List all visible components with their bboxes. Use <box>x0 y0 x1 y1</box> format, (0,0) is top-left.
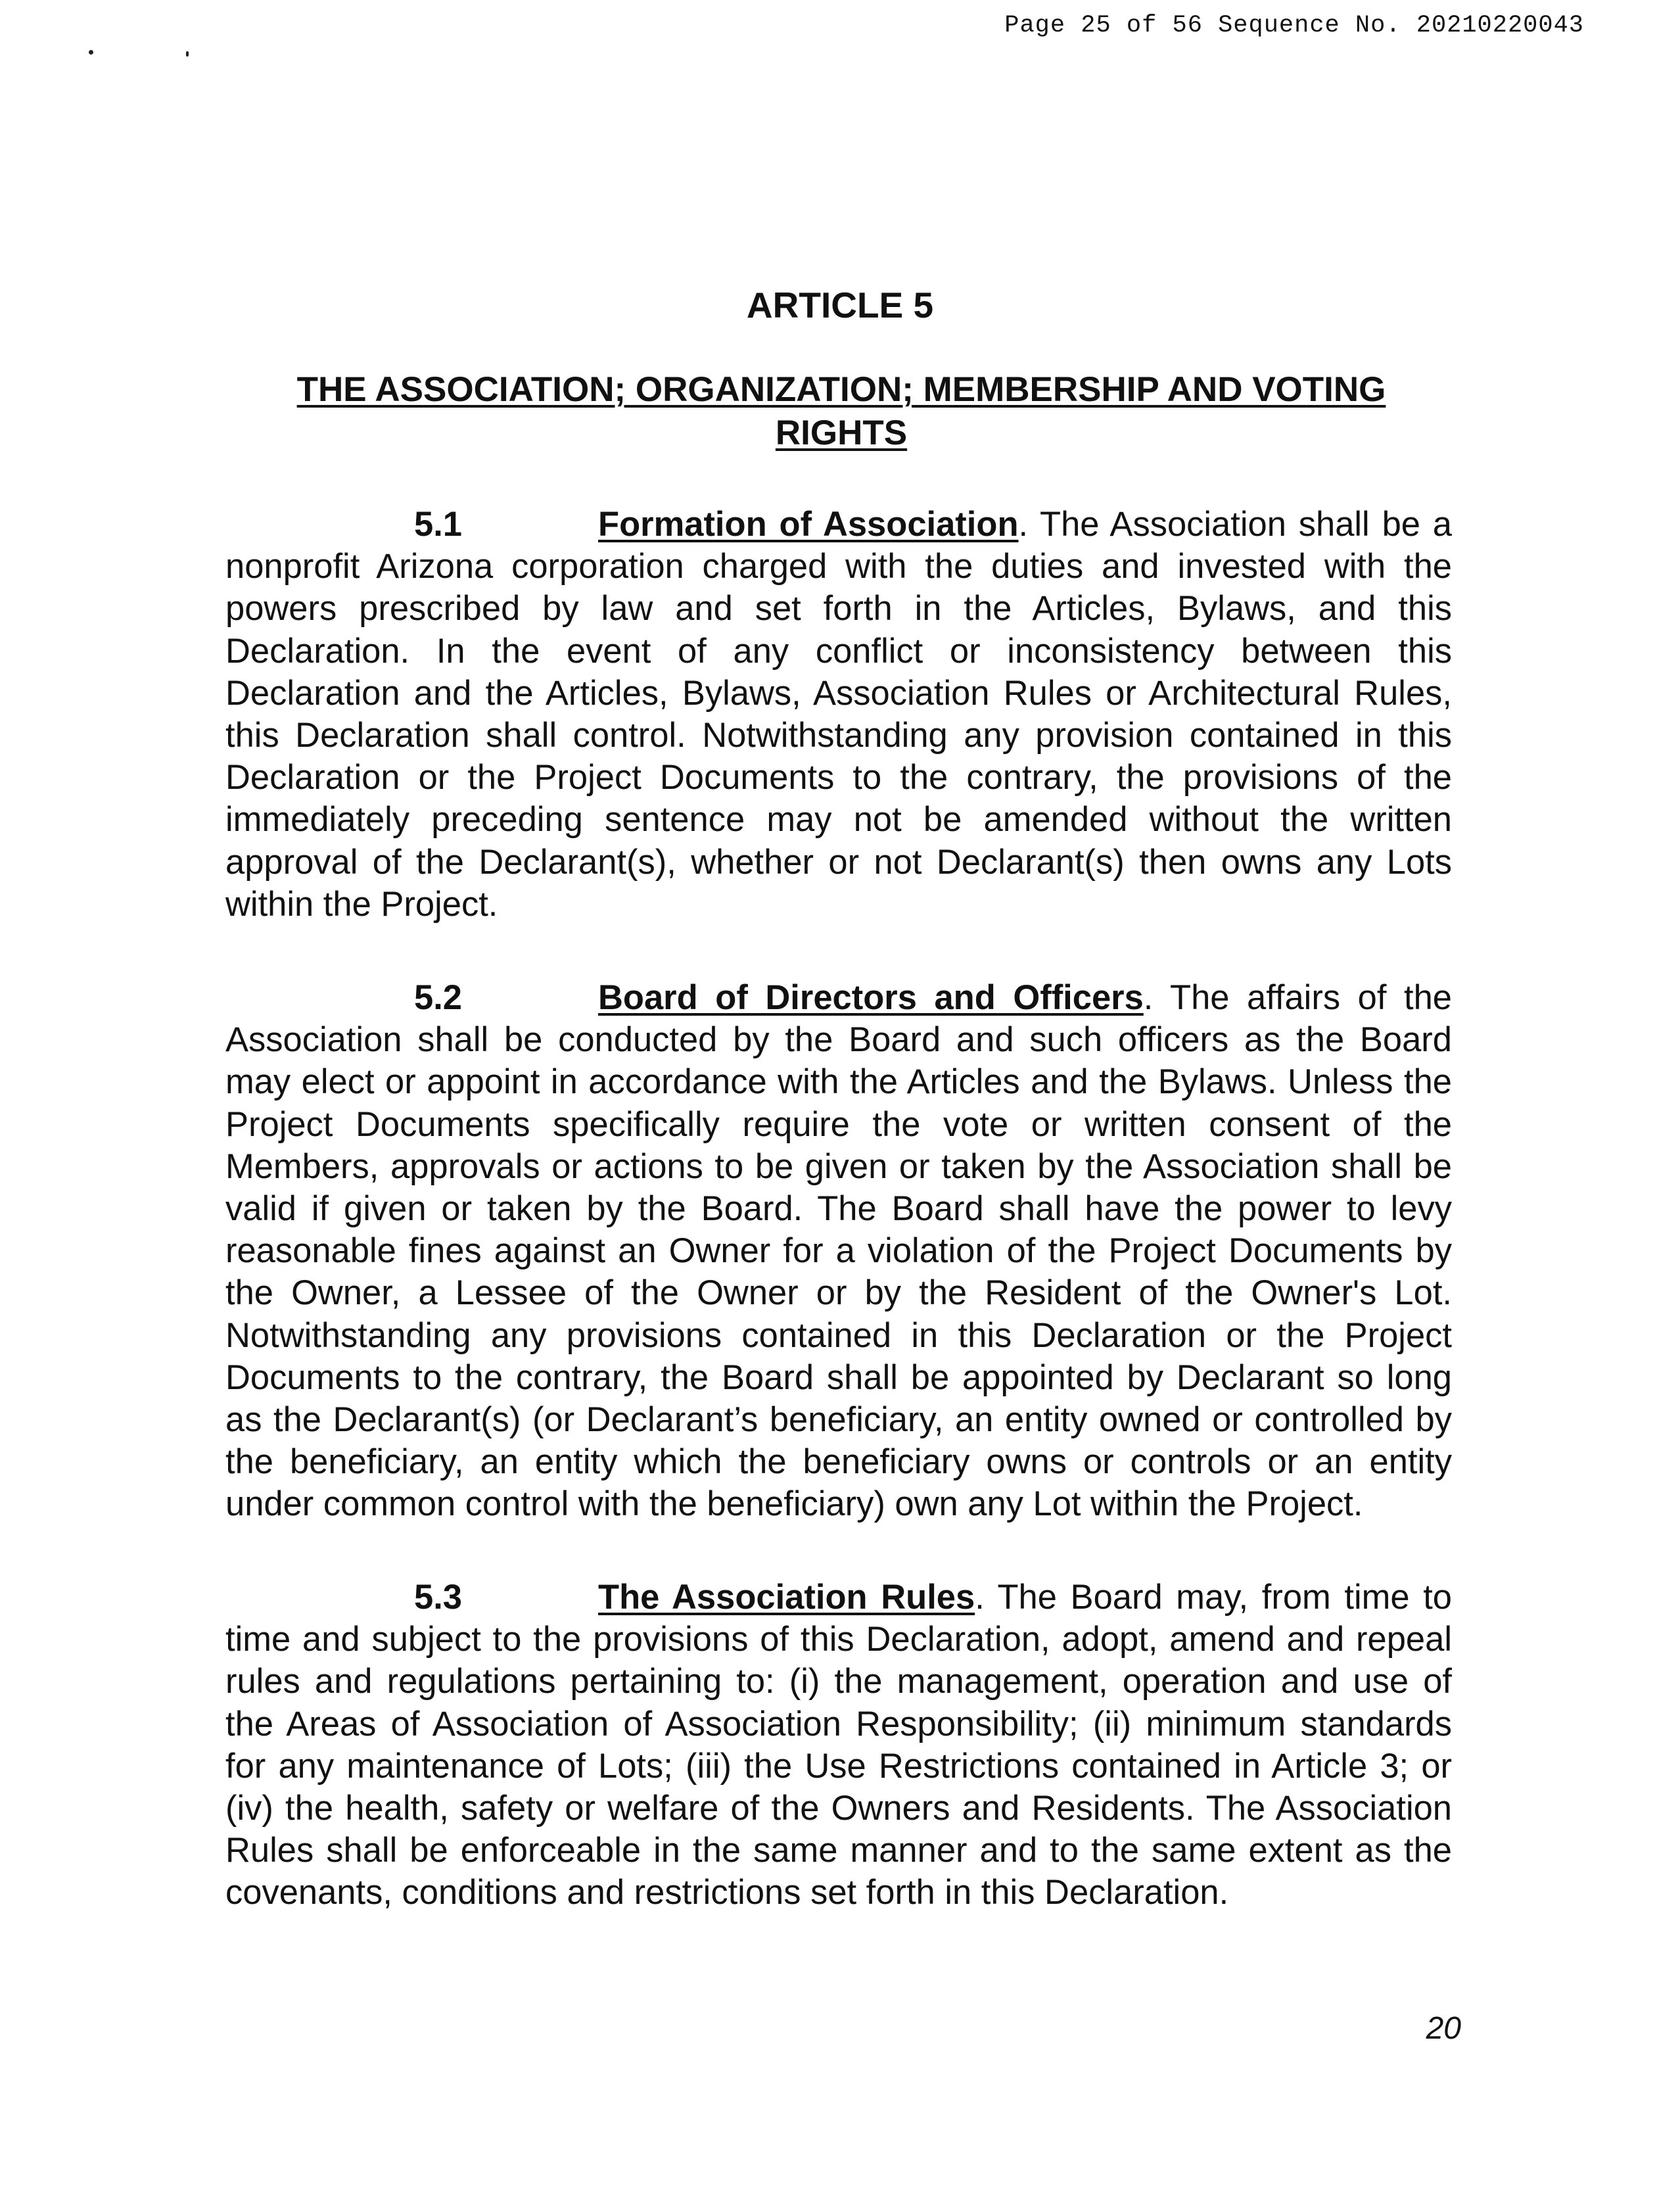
article-title: THE ASSOCIATION; ORGANIZATION; MEMBERSHIP AND VOTING RIGHTS <box>296 370 1386 452</box>
section-heading: Formation of Association <box>598 505 1019 544</box>
scan-artifact-dot <box>186 51 189 57</box>
section-body: . The Association shall be a nonprofit Arizona corporation charged with the duties and invested with the powers prescribed by law and set forth in the Articles, Bylaws, and this Declaration. In the event of any conflict or inconsistency between this Declaration and the Articles, Bylaws, Association Rules or Architectural Rules, this Declaration shall control. Notwithstanding any provision contained in this Declaration or the Project Documents to the contrary, the provisions of the immediately preceding sentence may not be amended without the written approval of the Declarant(s), whether or not Declarant(s) then owns any Lots within the Project. <box>225 505 1453 924</box>
section-body: . The Board may, from time to time and subject to the provisions of this Declaration, adopt, amend and repeal rules and regulations pertaining to: (i) the management, operation and use of the Areas of Association of Association Responsibility; (ii) minimum standards for any maintenance of Lots; (iii) the Use Restrictions contained in Article 3; or (iv) the health, safety or welfare of the Owners and Residents. The Association Rules shall be enforceable in the same manner and to the same extent as the covenants, conditions and restrictions set forth in this Declaration. <box>225 1578 1452 1912</box>
section-number: 5.2 <box>414 978 462 1017</box>
section-number: 5.3 <box>414 1578 462 1617</box>
section-5-2 <box>225 977 1452 1526</box>
scan-artifact-dot <box>89 50 93 55</box>
section-heading: The Association Rules <box>598 1578 975 1617</box>
section-number: 5.1 <box>414 505 462 544</box>
article-heading: ARTICLE 5 <box>746 285 934 325</box>
section-heading: Board of Directors and Officers <box>598 978 1144 1017</box>
page-number: 20 <box>1426 2011 1461 2046</box>
section-body: . The affairs of the Association shall be conducted by the Board and such officers as the Board may elect or appoint in accordance with the Articles and the Bylaws. Unless the Project Documents specifically require the vote or written consent of the Members, approvals or actions to be given or taken by the Association shall be valid if given or taken by the Board. The Board shall have the power to levy reasonable fines against an Owner for a violation of the Project Documents by the Owner, a Lessee of the Owner or by the Resident of the Owner's Lot. Notwithstanding any provisions contained in this Declaration or the Project Documents to the contrary, the Board shall be appointed by Declarant so long as the Declarant(s) (or Declarant’s beneficiary, an entity owned or controlled by the beneficiary, an entity which the beneficiary owns or controls or an entity under common control with the beneficiary) own any Lot within the Project. <box>225 978 1452 1524</box>
section-5-1 <box>225 504 1452 926</box>
section-5-3 <box>225 1576 1452 1914</box>
page-sequence-stamp: Page 25 of 56 Sequence No. 20210220043 <box>1004 12 1584 39</box>
